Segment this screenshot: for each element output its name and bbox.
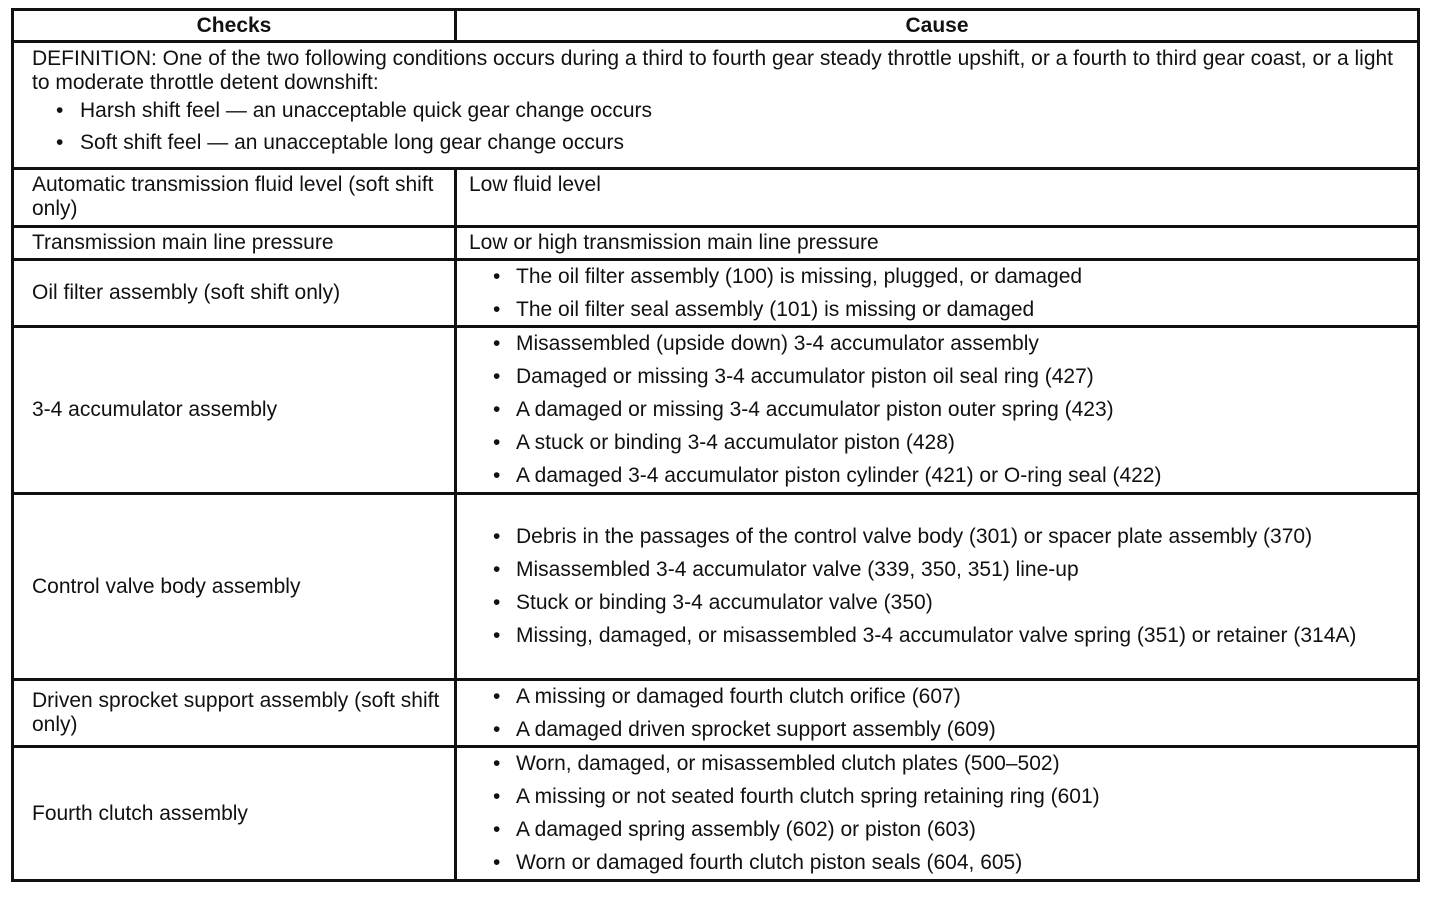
header-row [13,10,1419,42]
bullet-icon: • [493,297,501,321]
bullet-icon: • [493,558,501,581]
cause-bullet [469,265,1409,289]
cause-bullet-text: Worn, damaged, or misassembled clutch plates (500–502) [516,752,1060,775]
bullet-icon: • [56,99,64,122]
cause-bullet [469,752,1409,776]
cause-bullet-list [469,752,1409,875]
cause-bullet-text: Debris in the passages of the control valve body (301) or spacer plate assembly (370) [516,525,1313,548]
cause-bullet-text: Worn or damaged fourth clutch piston seals (604, 605) [516,851,1023,874]
bullet-icon: • [493,851,501,874]
check-cell: Driven sprocket support assembly (soft shift only) [13,680,456,747]
table-row [13,494,1419,680]
cause-bullet-text: A damaged spring assembly (602) or piston (603) [516,818,976,841]
check-cell: Fourth clutch assembly [13,747,456,881]
cause-bullet [469,718,1409,742]
cause-bullet-text: A damaged or missing 3-4 accumulator piston outer spring (423) [516,398,1114,421]
cause-cell [456,747,1419,881]
check-cell: Control valve body assembly [13,494,456,680]
table-row [13,327,1419,494]
bullet-icon: • [493,431,501,454]
cause-bullet [469,431,1409,455]
cause-bullet [469,332,1409,356]
diagnosis-table [11,8,1420,882]
bullet-icon: • [493,684,501,708]
cause-bullet-text: The oil filter seal assembly (101) is missing or damaged [516,297,1035,321]
cause-header: Cause [456,10,1419,42]
cause-bullet-text: A damaged driven sprocket support assembly (609) [516,717,996,741]
cause-bullet-text: Misassembled (upside down) 3-4 accumulator assembly [516,332,1039,355]
definition-row [13,42,1419,169]
cause-bullet-list [469,332,1409,488]
cause-bullet-text: A stuck or binding 3-4 accumulator piston (428) [516,431,955,454]
cause-bullet-text: Damaged or missing 3-4 accumulator piston oil seal ring (427) [516,365,1094,388]
cause-bullet-text: Misassembled 3-4 accumulator valve (339, 350, 351) line-up [516,558,1079,581]
check-cell: 3-4 accumulator assembly [13,327,456,494]
cause-bullet [469,785,1409,809]
cause-bullet [469,624,1409,648]
cause-bullet-text: A missing or damaged fourth clutch orifice (607) [516,684,961,708]
cause-cell: Low fluid level [456,169,1419,227]
cause-cell [456,327,1419,494]
bullet-icon: • [493,264,501,288]
cause-bullet [469,398,1409,422]
bullet-icon: • [493,365,501,388]
definition-bullet-list [32,99,1407,155]
bullet-icon: • [493,332,501,355]
bullet-icon: • [493,624,501,647]
cause-bullet [469,685,1409,709]
table-row [13,227,1419,260]
cause-bullet-text: Stuck or binding 3-4 accumulator valve (350) [516,591,933,614]
definition-cell [13,42,1419,169]
cause-cell [456,680,1419,747]
cause-bullet-list [469,265,1409,322]
cause-bullet [469,591,1409,615]
cause-cell [456,494,1419,680]
cause-cell [456,260,1419,327]
bullet-icon: • [493,591,501,614]
cause-bullet-text: A damaged 3-4 accumulator piston cylinder (421) or O-ring seal (422) [516,464,1162,487]
bullet-icon: • [493,818,501,841]
table-row [13,260,1419,327]
cause-bullet [469,818,1409,842]
cause-bullet [469,298,1409,322]
check-cell: Transmission main line pressure [13,227,456,260]
cause-bullet [469,558,1409,582]
cause-bullet [469,525,1409,549]
definition-text: DEFINITION: One of the two following conditions occurs during a third to fourth gear steady throttle upshift, or a fourth to third gear coast, or a light to moderate throttle detent downshift: [32,47,1394,94]
bullet-icon: • [493,398,501,421]
bullet-icon: • [493,464,501,487]
bullet-icon: • [493,717,501,741]
bullet-icon: • [493,785,501,808]
definition-bullet [32,131,1407,155]
cause-bullet [469,365,1409,389]
check-cell: Oil filter assembly (soft shift only) [13,260,456,327]
bullet-icon: • [493,525,501,548]
bullet-icon: • [56,131,64,154]
cause-bullet [469,464,1409,488]
cause-bullet-text: A missing or not seated fourth clutch spring retaining ring (601) [516,785,1100,808]
cause-bullet-text: Missing, damaged, or misassembled 3-4 accumulator valve spring (351) or retainer (314A) [516,624,1357,647]
cause-cell: Low or high transmission main line pressure [456,227,1419,260]
table-row [13,680,1419,747]
cause-bullet [469,851,1409,875]
definition-bullet-text: Harsh shift feel — an unacceptable quick gear change occurs [80,99,652,122]
table-row [13,747,1419,881]
definition-bullet [32,99,1407,123]
cause-bullet-text: The oil filter assembly (100) is missing, plugged, or damaged [516,264,1083,288]
table-row [13,169,1419,227]
check-cell: Automatic transmission fluid level (soft shift only) [13,169,456,227]
bullet-icon: • [493,752,501,775]
cause-bullet-list [469,685,1409,742]
cause-bullet-list [469,525,1409,648]
checks-header: Checks [13,10,456,42]
definition-bullet-text: Soft shift feel — an unacceptable long gear change occurs [80,131,625,154]
